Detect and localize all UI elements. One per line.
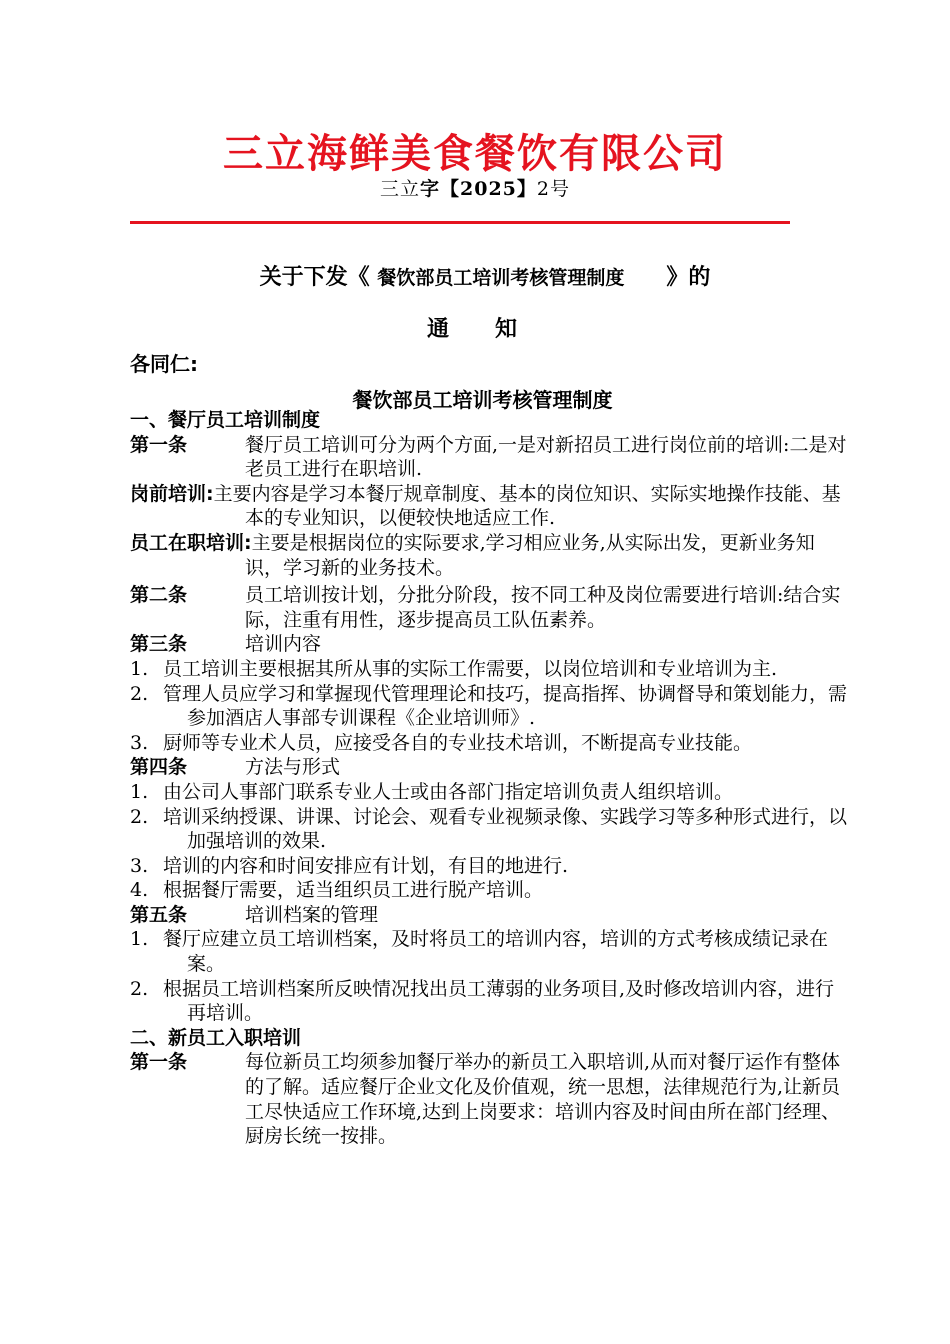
item-text: 根据餐厅需要，适当组织员工进行脱产培训。 — [163, 879, 544, 902]
doc-no-year: 字【2025】 — [420, 178, 537, 200]
item-number: 3. — [130, 854, 149, 877]
notice-title-line2: 通知 — [426, 317, 563, 342]
list-item — [130, 657, 850, 682]
notice-title-prefix: 关于下发《 — [259, 265, 370, 290]
pre-job-training — [130, 482, 850, 531]
item-number: 2. — [130, 805, 149, 828]
item-text: 餐厅应建立员工培训档案，及时将员工的培训内容，培训的方式考核成绩记录在案。 — [163, 928, 829, 976]
header-red-rule — [130, 221, 790, 224]
pre-job-label: 岗前培训: — [130, 482, 214, 505]
regulation-body — [130, 408, 850, 1149]
article-label: 第四条 — [130, 756, 188, 779]
article-2 — [130, 583, 850, 632]
doc-no-prefix: 三立 — [380, 178, 421, 200]
article-label: 第三条 — [130, 633, 188, 656]
list-item — [130, 977, 850, 1026]
notice-title — [0, 260, 950, 291]
article-label: 第五条 — [130, 903, 188, 926]
item-number: 1. — [130, 657, 149, 680]
section-heading: 二、新员工入职培训 — [130, 1026, 302, 1049]
item-number: 1. — [130, 928, 149, 951]
item-number: 2. — [130, 977, 149, 1000]
article-label: 第二条 — [130, 584, 188, 607]
section-heading: 一、餐厅员工培训制度 — [130, 409, 321, 431]
greeting: 各同仁: — [130, 352, 198, 376]
article-label: 第一条 — [130, 433, 188, 456]
item-number: 1. — [130, 780, 149, 803]
article-4 — [130, 755, 850, 780]
item-text: 厨师等专业术人员，应接受各自的专业技术培训，不断提高专业技能。 — [163, 731, 753, 754]
notice-title-regulation: 餐饮部员工培训考核管理制度 — [377, 267, 625, 289]
doc-no-suffix: 2号 — [536, 178, 570, 200]
article-label: 第一条 — [130, 1051, 188, 1074]
regulation-title: 餐饮部员工培训考核管理制度 — [352, 388, 613, 412]
item-text: 根据员工培训档案所反映情况找出员工薄弱的业务项目,及时修改培训内容，进行再培训。 — [163, 977, 835, 1025]
list-item — [130, 878, 850, 903]
article-text: 员工培训按计划，分批分阶段，按不同工种及岗位需要进行培训:结合实际，注重有用性，逐步提高员工队伍素养。 — [245, 584, 841, 631]
list-item — [130, 805, 850, 854]
on-job-training — [130, 531, 850, 580]
item-text: 由公司人事部门联系专业人士或由各部门指定培训负责人组织培训。 — [163, 780, 734, 803]
list-item — [130, 854, 850, 879]
list-item — [130, 682, 850, 731]
article-text: 每位新员工均须参加餐厅举办的新员工入职培训,从而对餐厅运作有整体的了解。适应餐厅企业文化及价值观，统一思想，法律规范行为,让新员工尽快适应工作环境,达到上岗要求：培训内容及时间由所在部门经理、厨房长统一按排。 — [245, 1051, 841, 1148]
article-3 — [130, 632, 850, 657]
item-number: 4. — [130, 879, 149, 902]
article-1 — [130, 433, 850, 482]
article-text: 方法与形式 — [245, 756, 341, 779]
list-item — [130, 780, 850, 805]
item-text: 培训采纳授课、讲课、讨论会、观看专业视频录像、实践学习等多种形式进行，以加强培训的效果. — [163, 805, 848, 853]
pre-job-text: 主要内容是学习本餐厅规章制度、基本的岗位知识、实际实地操作技能、基本的专业知识，以便较快地适应工作. — [213, 482, 841, 530]
company-name: 三立海鲜美食餐饮有限公司 — [223, 131, 727, 177]
article-1 — [130, 1050, 850, 1148]
on-job-label: 员工在职培训: — [130, 531, 252, 554]
on-job-text: 主要是根据岗位的实际要求,学习相应业务,从实际出发，更新业务知识，学习新的业务技术。 — [245, 531, 815, 579]
article-text: 培训内容 — [245, 633, 322, 656]
item-number: 2. — [130, 682, 149, 705]
item-text: 员工培训主要根据其所从事的实际工作需要，以岗位培训和专业培训为主. — [163, 657, 778, 680]
notice-title-suffix: 》的 — [666, 265, 711, 290]
item-number: 3. — [130, 731, 149, 754]
item-text: 培训的内容和时间安排应有计划，有目的地进行. — [163, 854, 569, 877]
article-5 — [130, 903, 850, 928]
item-text: 管理人员应学习和掌握现代管理理论和技巧，提高指挥、协调督导和策划能力，需参加酒店人事部专训课程《企业培训师》. — [163, 682, 848, 730]
article-text: 培训档案的管理 — [245, 903, 379, 926]
article-text: 餐厅员工培训可分为两个方面,一是对新招员工进行岗位前的培训:二是对老员工进行在职培训. — [245, 433, 847, 481]
document-number — [0, 174, 950, 201]
list-item — [130, 731, 850, 756]
list-item — [130, 927, 850, 976]
